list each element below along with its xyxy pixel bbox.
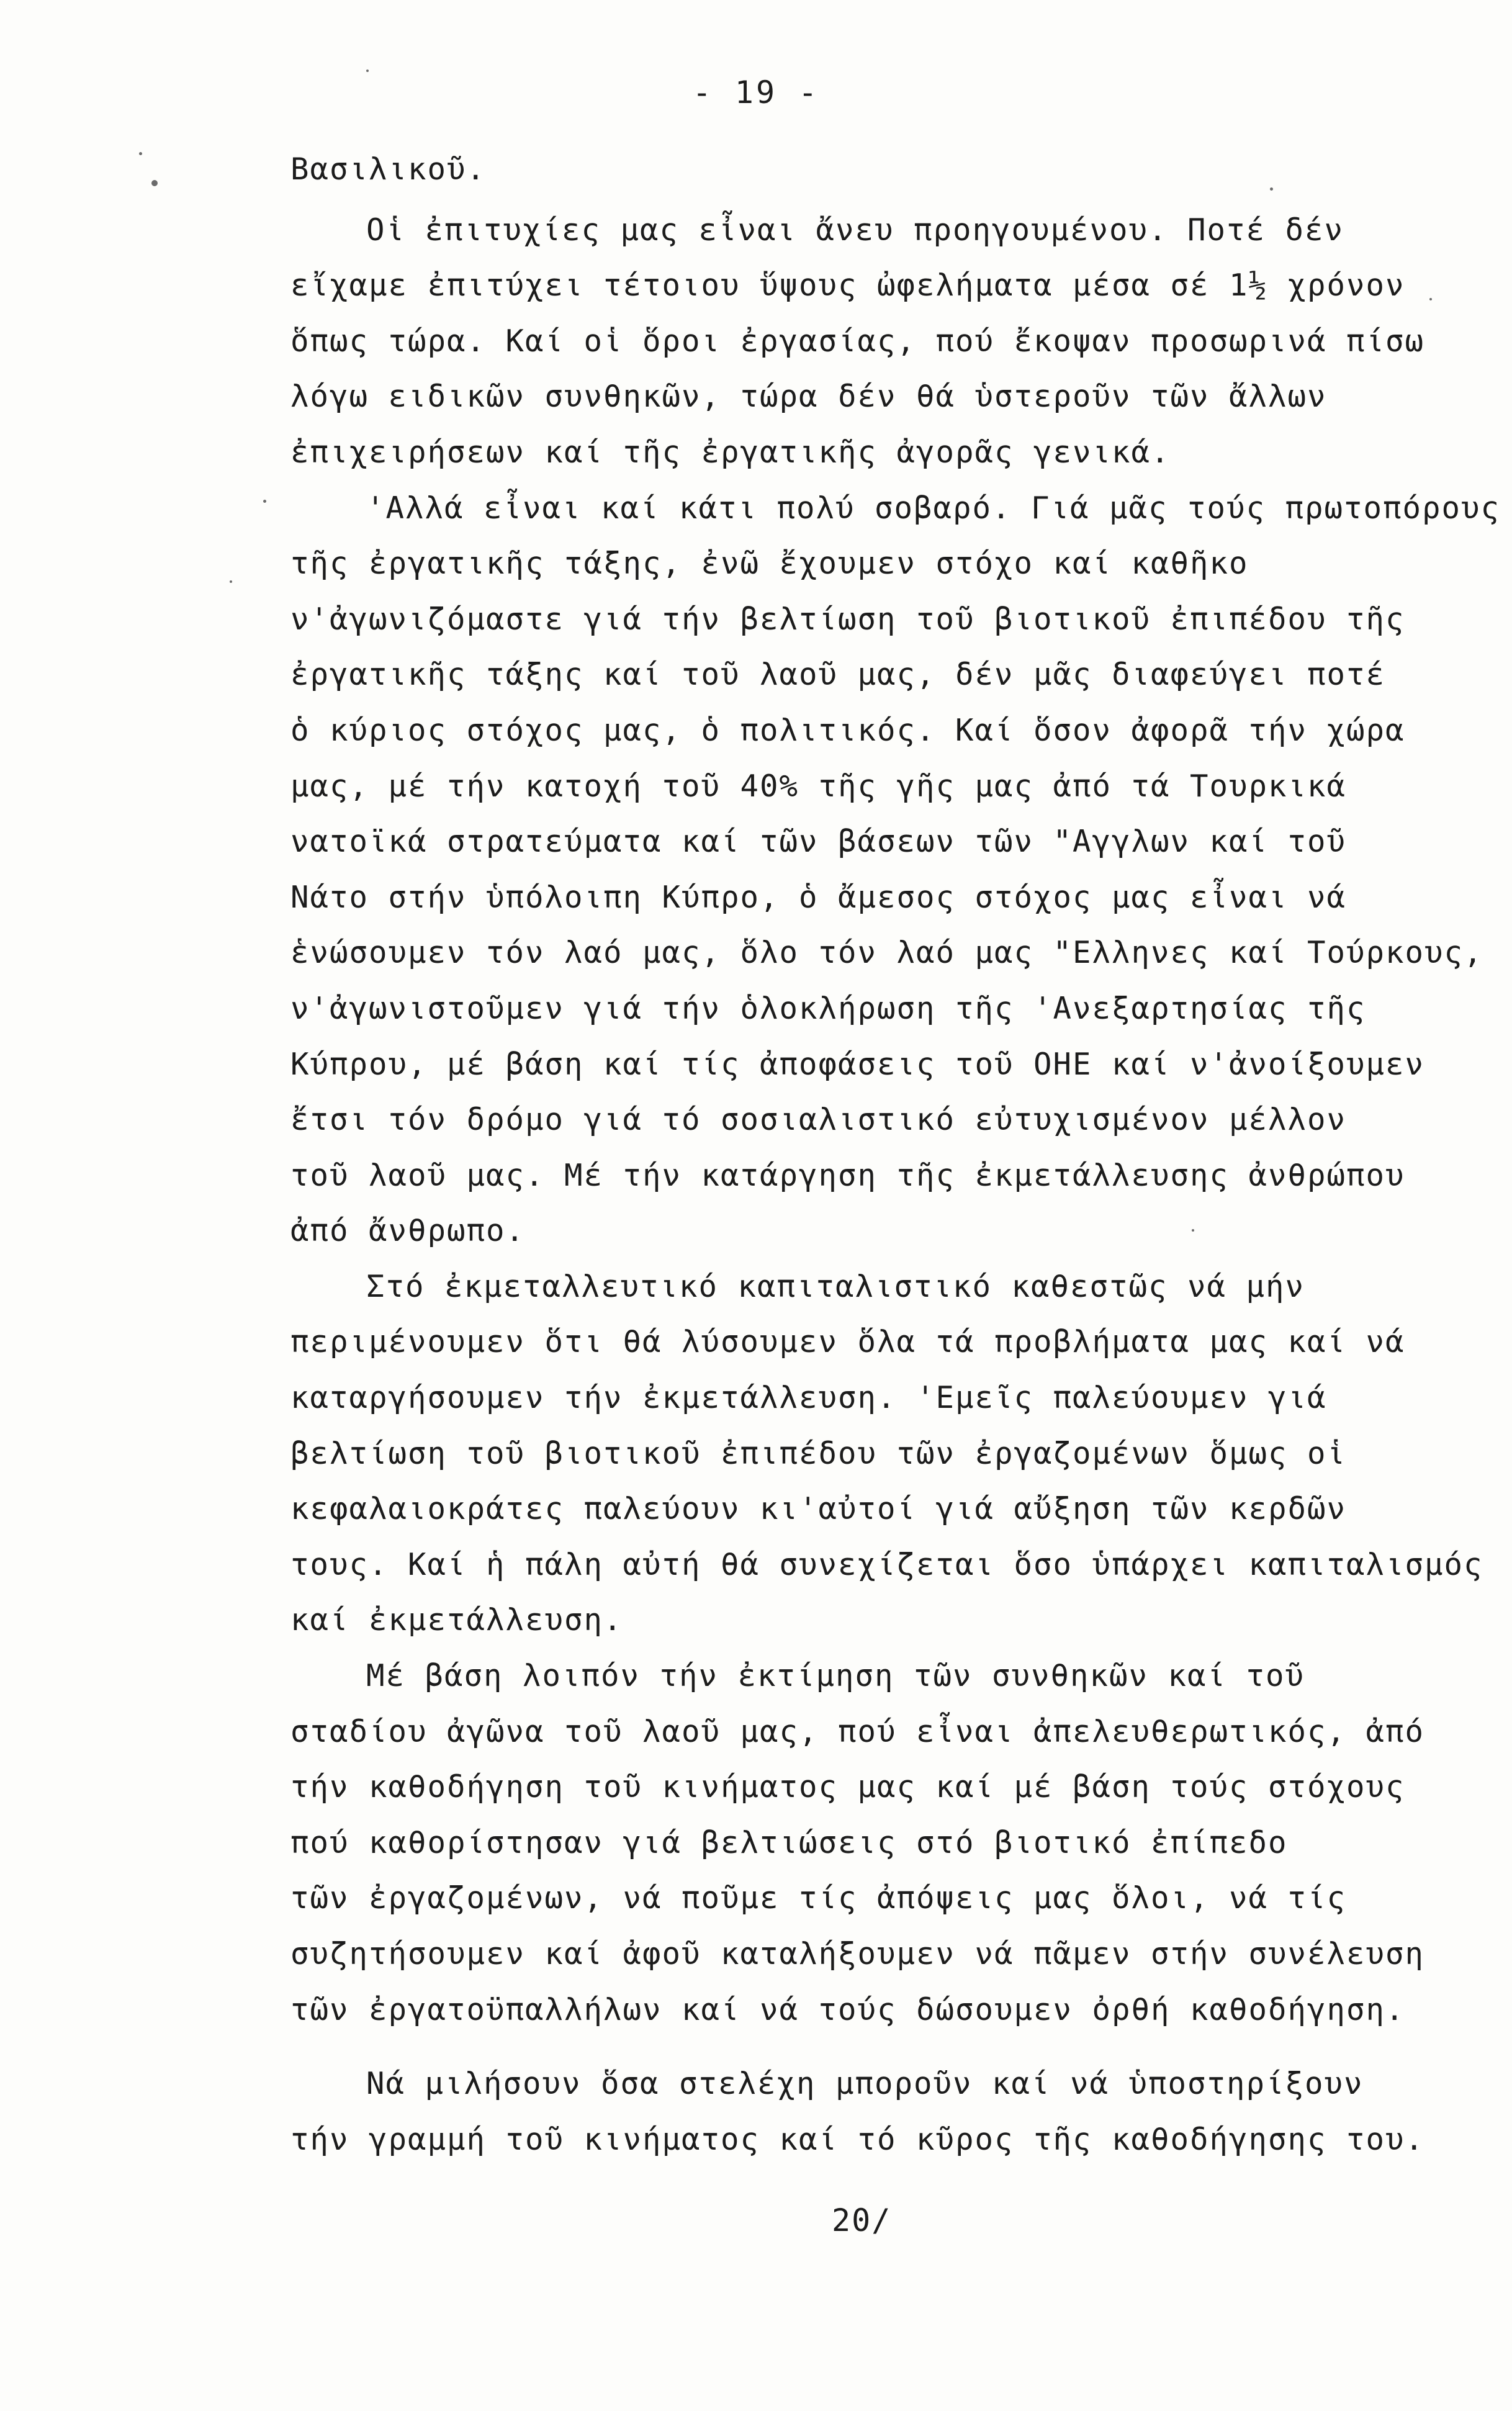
text-line: ἀπό ἄνθρωπο.	[290, 1213, 526, 1249]
document-body	[290, 142, 1501, 2167]
text-line: Νάτο στήν ὑπόλοιπη Κύπρο, ὁ ἄμεσος στόχος μας εἶναι νά	[290, 879, 1347, 915]
text-line: τοῦ λαοῦ μας. Μέ τήν κατάργηση τῆς ἐκμετάλλευσης ἀνθρώπου	[290, 1157, 1405, 1193]
scan-speck	[263, 500, 266, 503]
text-line: σταδίου ἀγῶνα τοῦ λαοῦ μας, πού εἶναι ἀπελευθερωτικός, ἀπό	[290, 1713, 1425, 1749]
text-line: ὅπως τώρα. Καί οἱ ὅροι ἐργασίας, πού ἔκοψαν προσωρινά πίσω	[290, 323, 1425, 359]
text-line: τῶν ἐργατοϋπαλλήλων καί νά τούς δώσουμεν ὀρθή καθοδήγηση.	[290, 1991, 1405, 2027]
text-line: λόγω ειδικῶν συνθηκῶν, τώρα δέν θά ὑστεροῦν τῶν ἄλλων	[290, 379, 1327, 415]
scan-speck	[1429, 298, 1432, 300]
text-line: τήν γραμμή τοῦ κινήματος καί τό κῦρος τῆς καθοδήγησης του.	[290, 2121, 1425, 2157]
scan-speck	[1192, 1229, 1194, 1232]
text-line: τήν καθοδήγηση τοῦ κινήματος μας καί μέ βάση τούς στόχους	[290, 1769, 1405, 1805]
scan-speck	[139, 152, 142, 155]
text-line: Μέ βάση λοιπόν τήν ἐκτίμηση τῶν συνθηκῶν καί τοῦ	[366, 1658, 1305, 1694]
text-line: Οἱ ἐπιτυχίες μας εἶναι ἄνευ προηγουμένου. Ποτέ δέν	[366, 212, 1344, 248]
page-number: - 19 -	[692, 74, 820, 110]
text-line: ν'ἀγωνιζόμαστε γιά τήν βελτίωση τοῦ βιοτικοῦ ἐπιπέδου τῆς	[290, 601, 1405, 637]
text-line: καί ἐκμετάλλευση.	[290, 1602, 623, 1638]
text-line: Βασιλικοῦ.	[290, 151, 487, 187]
text-line: τῶν ἐργαζομένων, νά ποῦμε τίς ἀπόψεις μας ὅλοι, νά τίς	[290, 1880, 1347, 1916]
text-line: ἑνώσουμεν τόν λαό μας, ὅλο τόν λαό μας "Ελληνες καί Τούρκους,	[290, 935, 1483, 971]
scan-speck	[151, 180, 158, 186]
text-line: Στό ἐκμεταλλευτικό καπιταλιστικό καθεστῶς νά μήν	[366, 1268, 1305, 1304]
text-line: εἴχαμε ἐπιτύχει τέτοιου ὕψους ὠφελήματα μέσα σέ 1½ χρόνον	[290, 268, 1405, 304]
text-line: ἐπιχειρήσεων καί τῆς ἐργατικῆς ἀγορᾶς γενικά.	[290, 434, 1171, 470]
text-line: 'Αλλά εἶναι καί κάτι πολύ σοβαρό. Γιά μᾶς τούς πρωτοπόρους	[366, 490, 1501, 526]
scan-speck	[1270, 187, 1273, 191]
spacer	[290, 2037, 1383, 2056]
text-line: Νά μιλήσουν ὅσα στελέχη μποροῦν καί νά ὑποστηρίξουν	[366, 2066, 1364, 2102]
scan-speck	[230, 580, 232, 583]
scan-speck	[366, 70, 369, 72]
text-line: ν'ἀγωνιστοῦμεν γιά τήν ὁλοκλήρωση τῆς 'Ανεξαρτησίας τῆς	[290, 990, 1366, 1026]
text-line: συζητήσουμεν καί ἀφοῦ καταλήξουμεν νά πᾶμεν στήν συνέλευση	[290, 1936, 1425, 1972]
text-line: ἔτσι τόν δρόμο γιά τό σοσιαλιστικό εὐτυχισμένον μέλλον	[290, 1102, 1347, 1138]
continuation-marker: 20/	[832, 2202, 892, 2238]
text-line: τῆς ἐργατικῆς τάξης, ἐνῶ ἔχουμεν στόχο καί καθῆκο	[290, 546, 1249, 582]
text-line: κεφαλαιοκράτες παλεύουν κι'αὐτοί γιά αὔξηση τῶν κερδῶν	[290, 1491, 1347, 1527]
text-line: Κύπρου, μέ βάση καί τίς ἀποφάσεις τοῦ ΟΗΕ καί ν'ἀνοίξουμεν	[290, 1046, 1425, 1082]
text-line: πού καθορίστησαν γιά βελτιώσεις στό βιοτικό ἐπίπεδο	[290, 1824, 1288, 1860]
text-line: ὁ κύριος στόχος μας, ὁ πολιτικός. Καί ὅσον ἀφορᾶ τήν χώρα	[290, 712, 1405, 748]
text-line: καταργήσουμεν τήν ἐκμετάλλευση. 'Εμεῖς παλεύουμεν γιά	[290, 1380, 1327, 1416]
text-line: βελτίωση τοῦ βιοτικοῦ ἐπιπέδου τῶν ἐργαζομένων ὅμως οἱ	[290, 1435, 1347, 1471]
text-line: ἐργατικῆς τάξης καί τοῦ λαοῦ μας, δέν μᾶς διαφεύγει ποτέ	[290, 657, 1386, 693]
text-line: περιμένουμεν ὅτι θά λύσουμεν ὅλα τά προβλήματα μας καί νά	[290, 1324, 1405, 1360]
text-line: μας, μέ τήν κατοχή τοῦ 40% τῆς γῆς μας ἀπό τά Τουρκικά	[290, 768, 1347, 804]
text-line: νατοϊκά στρατεύματα καί τῶν βάσεων τῶν "Αγγλων καί τοῦ	[290, 824, 1347, 860]
spacer	[290, 197, 1383, 202]
text-line: τους. Καί ἡ πάλη αὐτή θά συνεχίζεται ὅσο ὑπάρχει καπιταλισμός	[290, 1546, 1483, 1582]
